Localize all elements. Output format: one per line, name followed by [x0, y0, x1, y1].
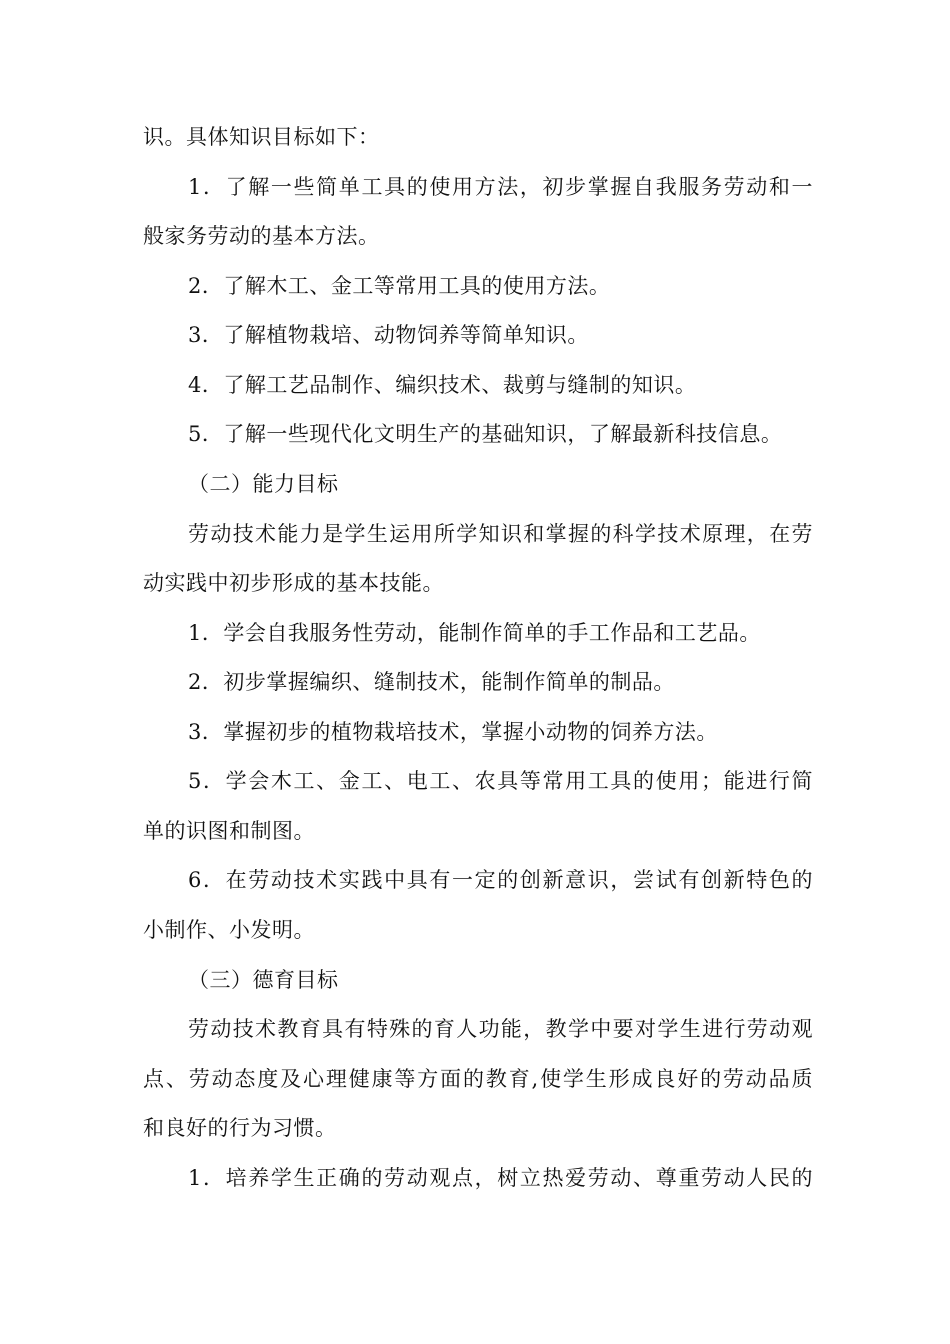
section-heading: （二）能力目标: [188, 472, 339, 496]
text-line: 2．了解木工、金工等常用工具的使用方法。: [188, 274, 611, 298]
text-line: 点、劳动态度及心理健康等方面的教育,使学生形成良好的劳动品质: [143, 1067, 813, 1091]
text-line: 1．学会自我服务性劳动，能制作简单的手工作品和工艺品。: [188, 621, 761, 645]
text-line: 6．在劳动技术实践中具有一定的创新意识，尝试有创新特色的: [188, 868, 813, 892]
text-line: 动实践中初步形成的基本技能。: [143, 571, 444, 595]
text-line: 5．学会木工、金工、电工、农具等常用工具的使用；能进行简: [188, 769, 813, 793]
text-line: 单的识图和制图。: [143, 819, 315, 843]
text-line: 5．了解一些现代化文明生产的基础知识，了解最新科技信息。: [188, 422, 783, 446]
text-line: 识。具体知识目标如下：: [143, 125, 380, 149]
text-line: 劳动技术教育具有特殊的育人功能，教学中要对学生进行劳动观: [188, 1017, 813, 1041]
text-line: 4．了解工艺品制作、编织技术、裁剪与缝制的知识。: [188, 373, 697, 397]
text-line: 1．培养学生正确的劳动观点，树立热爱劳动、尊重劳动人民的: [188, 1166, 813, 1190]
text-line: 小制作、小发明。: [143, 918, 315, 942]
text-line: 1．了解一些简单工具的使用方法，初步掌握自我服务劳动和一: [188, 175, 813, 199]
section-heading: （三）德育目标: [188, 968, 339, 992]
text-line: 劳动技术能力是学生运用所学知识和掌握的科学技术原理，在劳: [188, 522, 813, 546]
text-line: 3．了解植物栽培、动物饲养等简单知识。: [188, 323, 589, 347]
text-line: 3．掌握初步的植物栽培技术，掌握小动物的饲养方法。: [188, 720, 718, 744]
text-line: 和良好的行为习惯。: [143, 1116, 337, 1140]
text-line: 般家务劳动的基本方法。: [143, 224, 380, 248]
text-line: 2．初步掌握编织、缝制技术，能制作简单的制品。: [188, 670, 675, 694]
